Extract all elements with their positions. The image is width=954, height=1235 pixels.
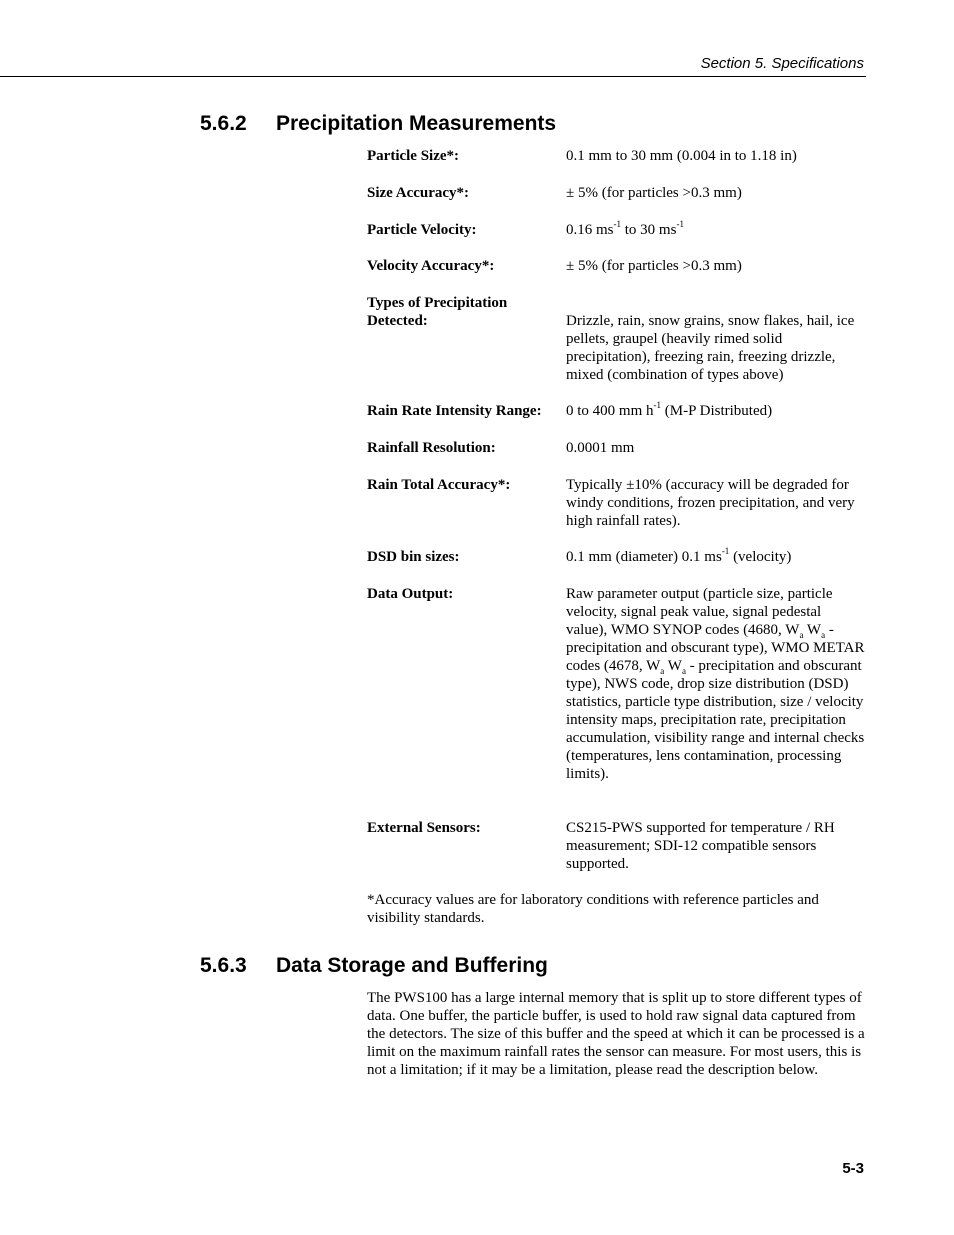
heading-5-6-3 — [200, 954, 548, 978]
spec-label: Data Output: — [367, 586, 454, 602]
spec-size-accuracy — [367, 184, 867, 202]
spec-label: Particle Size*: — [367, 148, 460, 164]
spec-label: Particle Velocity: — [367, 222, 477, 238]
heading-title: Precipitation Measurements — [276, 112, 557, 135]
heading-number: 5.6.3 — [200, 954, 247, 977]
header-rule — [0, 76, 866, 77]
spec-value: Raw parameter output (particle size, particle velocity, signal peak value, signal pedestal value), WMO SYNOP codes (4680, $W_a$ $W_a$ - precipitation and obscurant type), WMO METAR codes (4678, $W_a$ $W_a$ - precipitation and obscurant type), NWS code, drop size distribution (DSD) statistics, particle type distribution, size / velocity intensity maps, precipitation rate, precipitation accumulation, visibility range and internal checks (temperatures, lens contamination, processing limits). — [566, 586, 865, 782]
page-number: 5-3 — [842, 1160, 864, 1177]
spec-value: 0.0001 mm — [566, 440, 635, 456]
spec-label: Rainfall Resolution: — [367, 440, 496, 456]
spec-particle-size — [367, 147, 867, 165]
heading-5-6-2 — [200, 112, 556, 136]
spec-label: External Sensors: — [367, 820, 481, 836]
spec-label: Types of Precipitation Detected: — [367, 295, 508, 329]
spec-label: DSD bin sizes: — [367, 549, 460, 565]
spec-value: 0.1 mm to 30 mm (0.004 in to 1.18 in) — [566, 148, 797, 164]
spec-rain-rate — [367, 402, 867, 420]
spec-value: ± 5% (for particles >0.3 mm) — [566, 185, 742, 201]
spec-value: 0 to 400 mm $h^{-1}$ (M-P Distributed) — [566, 400, 773, 419]
running-header: Section 5. Specifications — [700, 55, 864, 72]
spec-rainfall-resolution — [367, 439, 867, 457]
heading-title: Data Storage and Buffering — [276, 954, 548, 977]
spec-value: CS215-PWS supported for temperature / RH measurement; SDI-12 compatible sensors supported. — [566, 820, 835, 872]
spec-label: Rain Total Accuracy*: — [367, 477, 511, 493]
spec-dsd-bin-sizes — [367, 548, 867, 566]
heading-number: 5.6.2 — [200, 112, 247, 135]
spec-particle-velocity — [367, 221, 867, 239]
spec-value: Drizzle, rain, snow grains, snow flakes, hail, ice pellets, graupel (heavily rimed solid precipitation), freezing rain, freezing drizzle, mixed (combination of types above) — [566, 313, 855, 383]
body-paragraph: The PWS100 has a large internal memory that is split up to store different types of data. One buffer, the particle buffer, is used to hold raw signal data captured from the detectors. The size of this buffer and the speed at which it can be processed is a limit on the maximum rainfall rates the sensor can measure. For most users, this is not a limitation; if it may be a limitation, please read the description below. — [367, 990, 865, 1078]
spec-precipitation-types — [367, 294, 867, 384]
spec-rain-total-accuracy — [367, 476, 867, 530]
spec-value: ± 5% (for particles >0.3 mm) — [566, 258, 742, 274]
spec-velocity-accuracy — [367, 257, 867, 275]
spec-value: Typically ±10% (accuracy will be degraded for windy conditions, frozen precipitation, and very high rainfall rates). — [566, 477, 855, 529]
spec-value: 0.16 $ms^{-1}$ to 30 $ms^{-1}$ — [566, 219, 684, 238]
spec-label: Velocity Accuracy*: — [367, 258, 495, 274]
accuracy-footnote: *Accuracy values are for laboratory conditions with reference particles and visibility standards. — [367, 892, 819, 926]
spec-data-output — [367, 585, 867, 783]
spec-value: 0.1 mm (diameter) 0.1 $ms^{-1}$ (velocity) — [566, 546, 792, 565]
spec-label: Rain Rate Intensity Range: — [367, 403, 542, 419]
spec-external-sensors — [367, 819, 867, 873]
spec-label: Size Accuracy*: — [367, 185, 470, 201]
